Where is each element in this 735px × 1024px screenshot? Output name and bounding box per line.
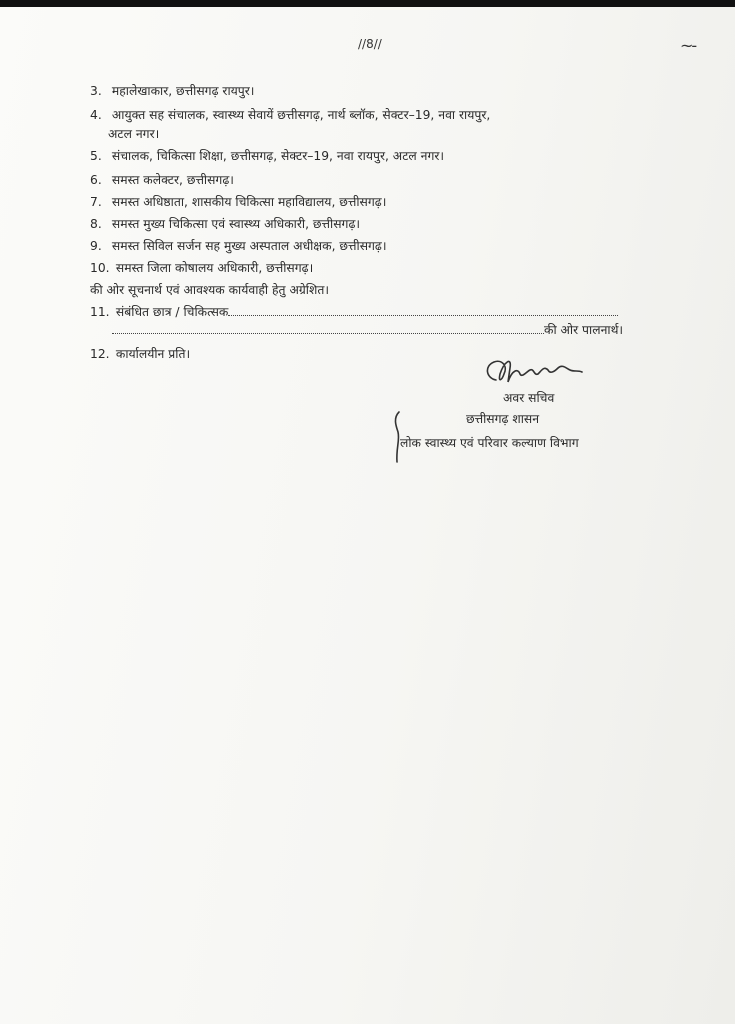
item-text: महालेखाकार, छत्तीसगढ़ रायपुर। — [111, 84, 255, 98]
item-number: 4. — [90, 108, 102, 122]
item-text: आयुक्त सह संचालक, स्वास्थ्य सेवायें छत्तीसगढ़, नार्थ ब्लॉक, सेक्टर–19, नवा रायपुर, — [111, 108, 491, 122]
dotted-blank — [228, 305, 618, 316]
signatory-department: लोक स्वास्थ्य एवं परिवार कल्याण विभाग — [400, 436, 579, 450]
item-number: 12. — [90, 347, 110, 361]
item-number: 7. — [90, 195, 102, 209]
item-number: 9. — [90, 239, 102, 253]
item-text: समस्त मुख्य चिकित्सा एवं स्वास्थ्य अधिकारी, छत्तीसगढ़। — [111, 217, 361, 231]
list-item — [90, 107, 490, 123]
list-item — [90, 194, 386, 210]
item-number: 6. — [90, 173, 102, 187]
item-number: 8. — [90, 217, 102, 231]
signatory-government: छत्तीसगढ़ शासन — [466, 412, 540, 426]
item-number: 5. — [90, 149, 102, 163]
item-text: संबंधित छात्र / चिकित्सक — [115, 305, 229, 319]
forwarding-note: की ओर सूचनार्थ एवं आवश्यक कार्यवाही हेतु अग्रेशित। — [90, 283, 330, 297]
item-text: कार्यालयीन प्रति। — [115, 347, 191, 361]
list-item — [90, 83, 254, 99]
item-suffix: की ओर पालनार्थ। — [544, 323, 624, 337]
list-item — [90, 346, 190, 362]
list-item — [90, 216, 360, 232]
list-item — [90, 238, 387, 254]
item-number: 10. — [90, 261, 110, 275]
item-text: समस्त अधिष्ठाता, शासकीय चिकित्सा महाविद्यालय, छत्तीसगढ़। — [111, 195, 387, 209]
list-item — [90, 172, 234, 188]
item-text-continuation: अटल नगर। — [108, 127, 160, 141]
signatory-designation: अवर सचिव — [503, 391, 555, 405]
item-number: 11. — [90, 305, 110, 319]
page-number: //8// — [358, 37, 382, 51]
item-text: संचालक, चिकित्सा शिक्षा, छत्तीसगढ़, सेक्टर–19, नवा रायपुर, अटल नगर। — [111, 149, 445, 163]
item-text: समस्त जिला कोषालय अधिकारी, छत्तीसगढ़। — [115, 261, 314, 275]
dotted-blank — [112, 323, 544, 334]
item-11-continuation — [112, 322, 623, 338]
item-text: समस्त सिविल सर्जन सह मुख्य अस्पताल अधीक्षक, छत्तीसगढ़। — [111, 239, 387, 253]
list-item — [90, 304, 618, 320]
item-number: 3. — [90, 84, 102, 98]
corner-handwritten-mark: ~- — [680, 36, 696, 55]
list-item — [90, 148, 444, 164]
list-item — [90, 260, 313, 276]
top-edge-bar — [0, 0, 735, 7]
item-text: समस्त कलेक्टर, छत्तीसगढ़। — [111, 173, 234, 187]
